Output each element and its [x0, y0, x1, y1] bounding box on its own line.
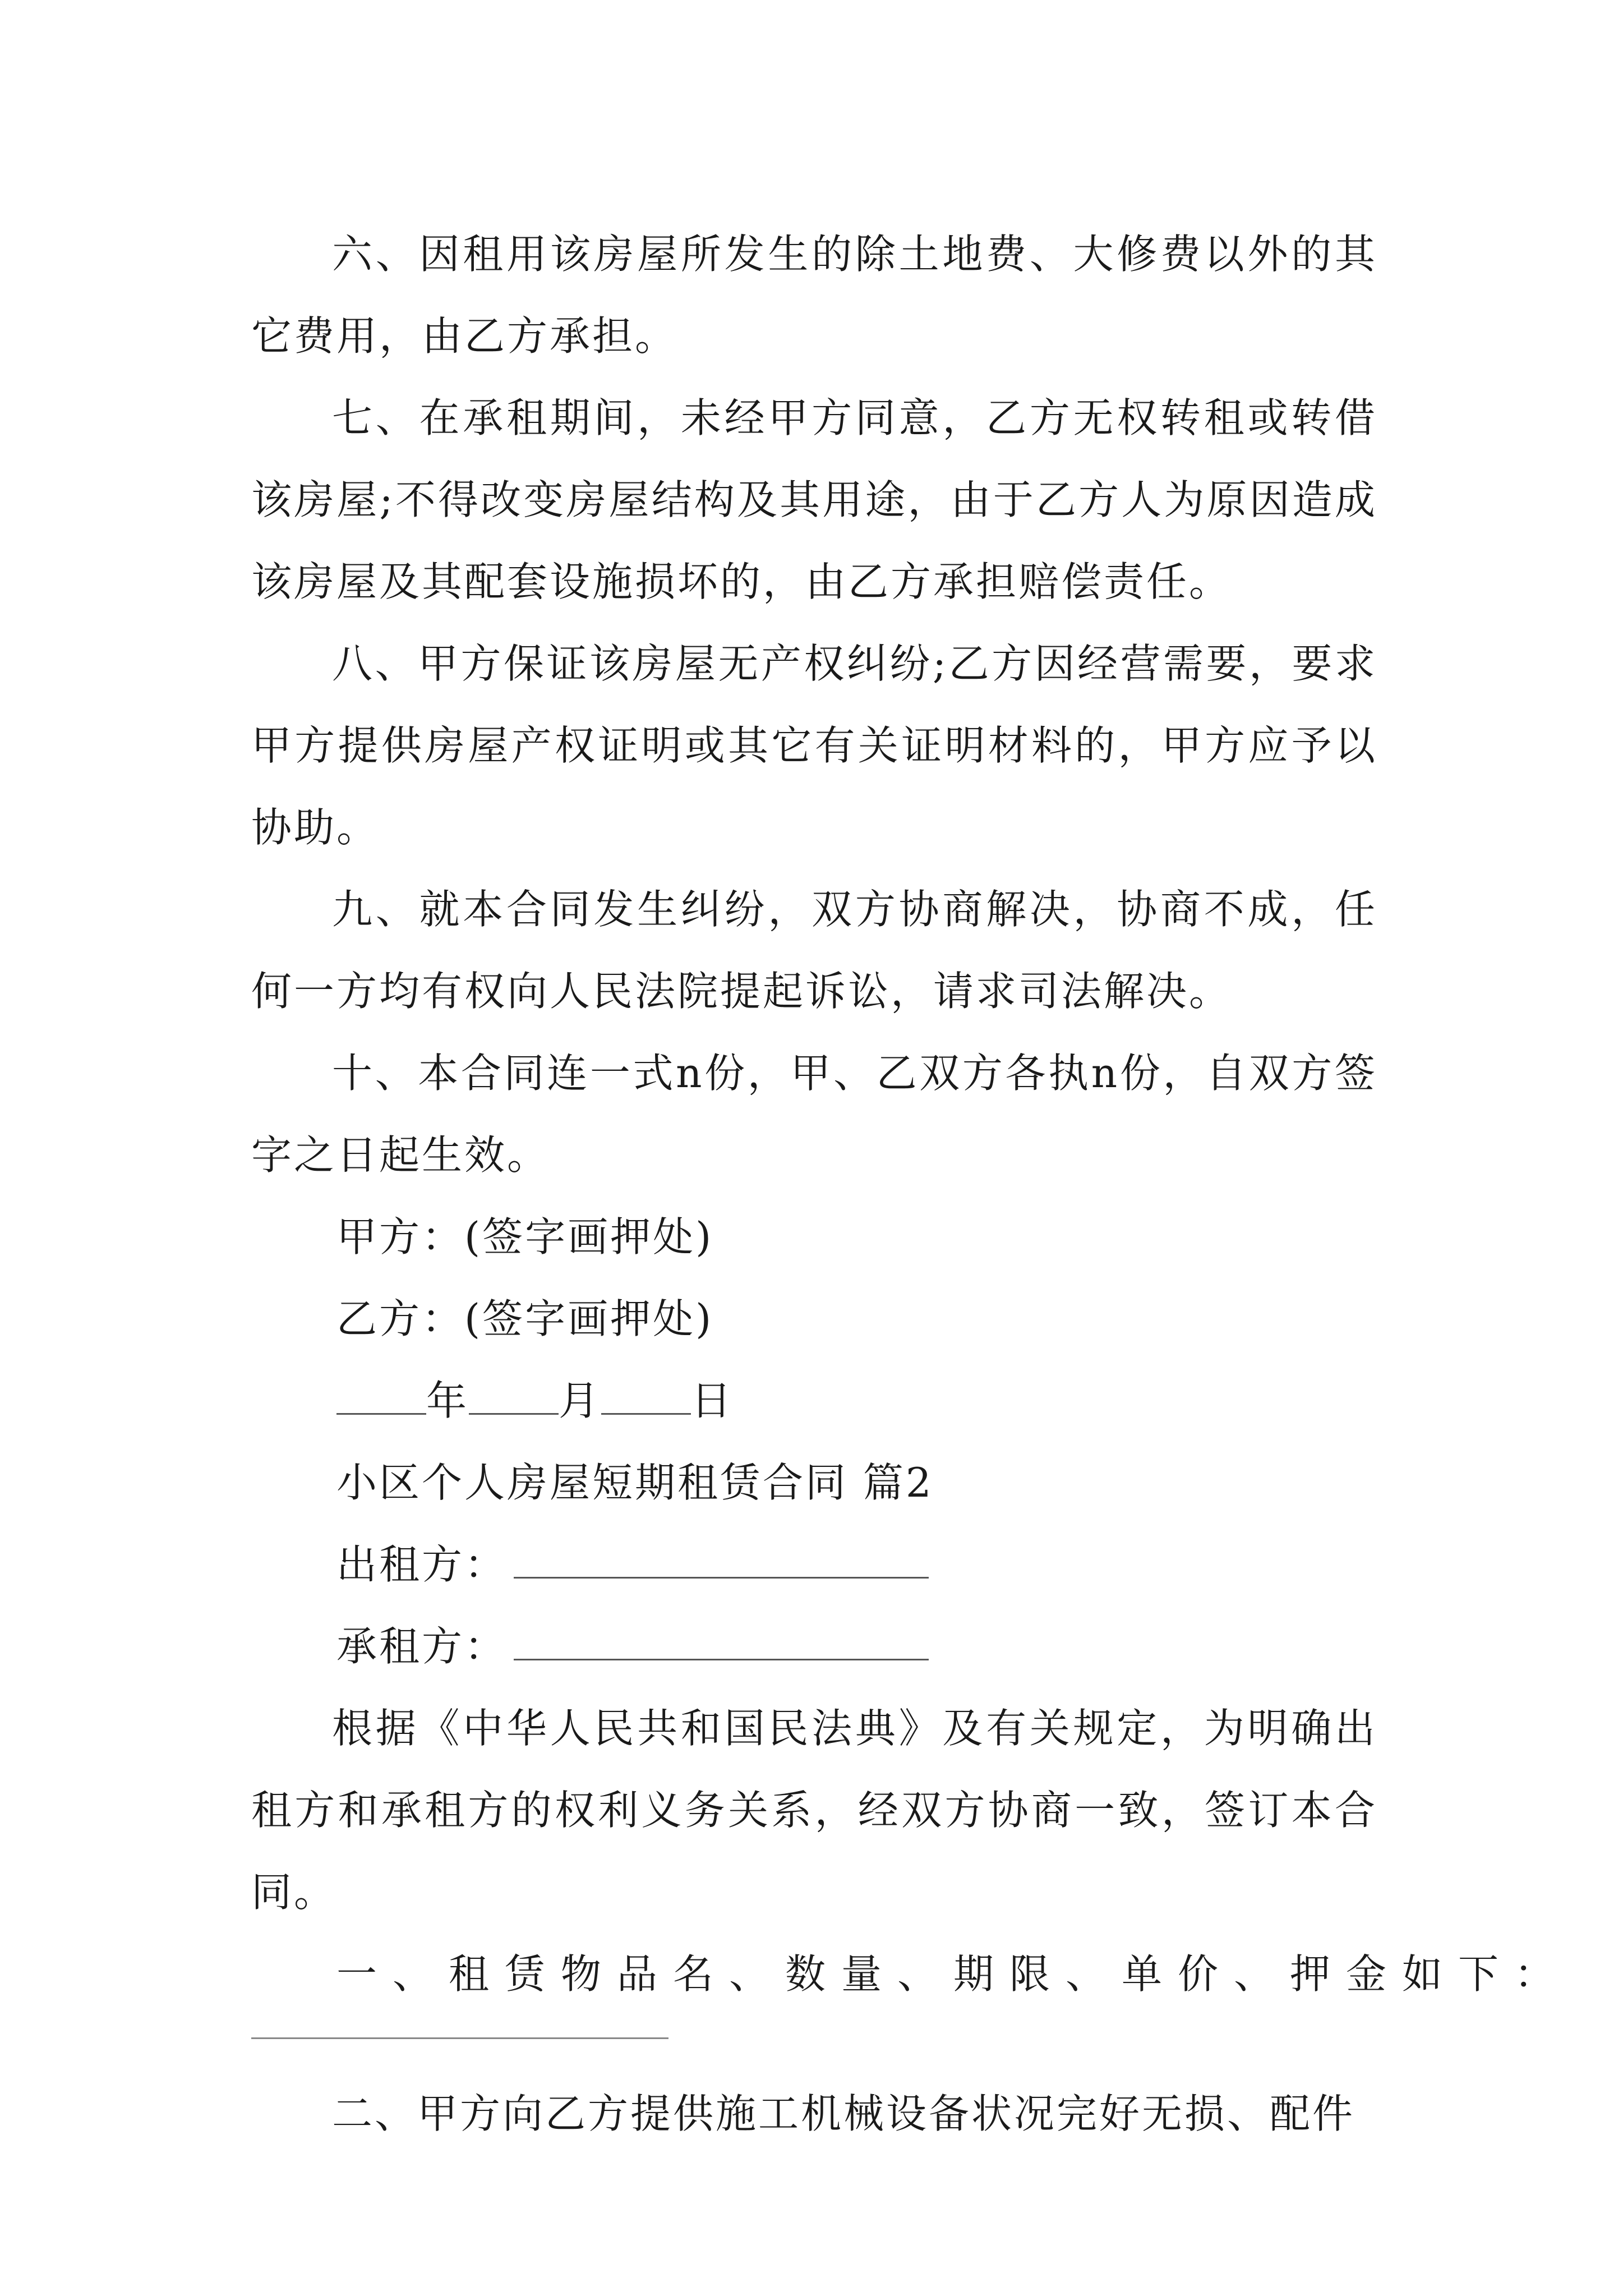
clause-2: 二、甲方向乙方提供施工机械设备状况完好无损、配件 — [332, 2090, 1355, 2137]
lessor-label: 出租方： — [336, 1541, 508, 1588]
clause-10: 十、本合同连一式n份，甲、乙双方各执n份，自双方签字之日起生效。 — [251, 1050, 1377, 1179]
year-label: 年 — [426, 1377, 469, 1424]
lessee-line — [251, 1605, 1377, 1687]
lessor-line — [251, 1524, 1377, 1605]
clause-6: 六、因租用该房屋所发生的除土地费、大修费以外的其它费用，由乙方承担。 — [251, 231, 1377, 360]
month-blank — [469, 1374, 559, 1415]
day-label: 日 — [691, 1377, 734, 1424]
clause-9: 九、就本合同发生纠纷，双方协商解决，协商不成，任何一方均有权向人民法院提起诉讼，请求司法解决。 — [251, 886, 1377, 1015]
document-body — [251, 213, 1571, 2155]
intro-paragraph: 根据《中华人民共和国民法典》及有关规定，为明确出租方和承租方的权利义务关系，经双方协商一致，签订本合同。 — [251, 1705, 1377, 1916]
clause-7: 七、在承租期间，未经甲方同意，乙方无权转租或转借该房屋;不得改变房屋结构及其用途，由于乙方人为原因造成该房屋及其配套设施损坏的，由乙方承担赔偿责任。 — [251, 394, 1377, 605]
clause-1: 一、租赁物品名、数量、期限、单价、押金如下： — [336, 1950, 1571, 1998]
year-blank — [336, 1374, 426, 1415]
fill-in-rule — [251, 2037, 668, 2039]
party-b-signature: 乙方：(签字画押处) — [336, 1295, 714, 1342]
lessee-label: 承租方： — [336, 1623, 508, 1670]
date-line — [251, 1360, 1377, 1442]
section-title: 小区个人房屋短期租赁合同 篇2 — [336, 1459, 934, 1506]
party-a-signature: 甲方：(签字画押处) — [336, 1213, 714, 1260]
lessor-blank — [514, 1538, 929, 1579]
month-label: 月 — [559, 1377, 602, 1424]
clause-8: 八、甲方保证该房屋无产权纠纷;乙方因经营需要，要求甲方提供房屋产权证明或其它有关证明材料的，甲方应予以协助。 — [251, 640, 1377, 851]
day-blank — [601, 1374, 691, 1415]
lessee-blank — [514, 1619, 929, 1660]
